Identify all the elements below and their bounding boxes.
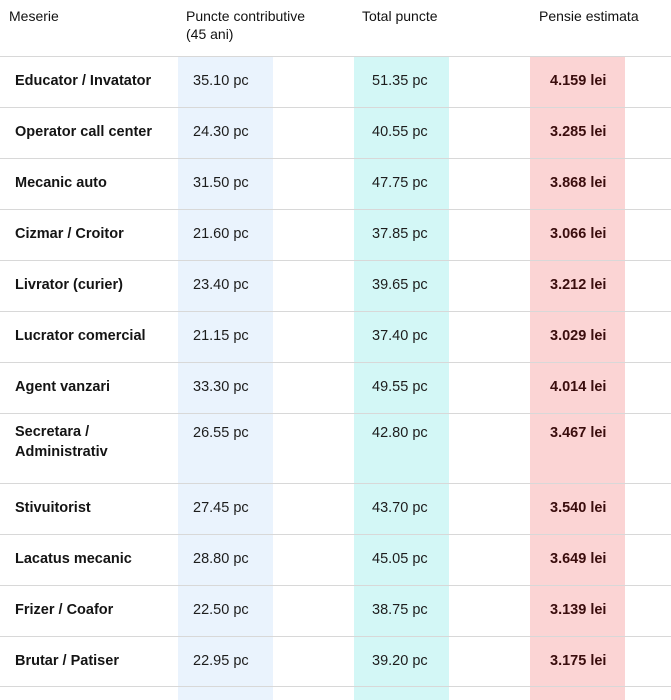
cell-pensie: 3.467 lei bbox=[550, 425, 607, 441]
cell-total: 40.55 pc bbox=[372, 124, 428, 140]
cell-meserie: Educator / Invatator bbox=[15, 73, 152, 89]
table-header bbox=[0, 0, 671, 56]
cell-total: 39.65 pc bbox=[372, 277, 428, 293]
header-total: Total puncte bbox=[362, 8, 438, 24]
cell-puncte: 33.30 pc bbox=[193, 379, 249, 395]
cell-puncte: 21.60 pc bbox=[193, 226, 249, 242]
cell-pensie: 3.212 lei bbox=[550, 277, 607, 293]
cell-meserie: Stivuitorist bbox=[15, 500, 91, 516]
header-puncte-line1: Puncte contributive bbox=[186, 8, 306, 24]
table-row bbox=[0, 260, 671, 311]
cell-pensie: 3.139 lei bbox=[550, 602, 607, 618]
cell-puncte: 28.80 pc bbox=[193, 551, 249, 567]
cell-pensie: 4.014 lei bbox=[550, 379, 607, 395]
cell-total: 38.75 pc bbox=[372, 602, 428, 618]
cell-meserie: Agent vanzari bbox=[15, 379, 111, 395]
cell-meserie-line2: Administrativ bbox=[15, 444, 108, 460]
header-puncte bbox=[186, 7, 346, 43]
cell-pensie: 3.029 lei bbox=[550, 328, 607, 344]
cell-puncte: 27.45 pc bbox=[193, 500, 249, 516]
cell-total: 43.70 pc bbox=[372, 500, 428, 516]
cell-meserie: Frizer / Coafor bbox=[15, 602, 114, 618]
cell-meserie: Lucrator comercial bbox=[15, 328, 146, 344]
cell-puncte: 31.50 pc bbox=[193, 175, 249, 191]
cell-pensie: 3.175 lei bbox=[550, 653, 607, 669]
table-row bbox=[0, 636, 671, 687]
cell-meserie: Lacatus mecanic bbox=[15, 551, 132, 567]
cell-puncte: 26.55 pc bbox=[193, 425, 249, 441]
cell-total: 37.40 pc bbox=[372, 328, 428, 344]
table-row bbox=[0, 209, 671, 260]
cell-pensie: 3.868 lei bbox=[550, 175, 607, 191]
table-row bbox=[0, 534, 671, 585]
cell-meserie: Operator call center bbox=[15, 124, 152, 140]
cell-total: 45.05 pc bbox=[372, 551, 428, 567]
cell-pensie: 3.649 lei bbox=[550, 551, 607, 567]
cell-total: 42.80 pc bbox=[372, 425, 428, 441]
cell-total: 39.20 pc bbox=[372, 653, 428, 669]
table-row bbox=[0, 585, 671, 636]
table-row bbox=[0, 483, 671, 534]
table-row bbox=[0, 56, 671, 107]
table-row bbox=[0, 311, 671, 362]
cell-meserie: Livrator (curier) bbox=[15, 277, 123, 293]
cell-meserie: Mecanic auto bbox=[15, 175, 107, 191]
cell-puncte: 22.50 pc bbox=[193, 602, 249, 618]
cell-meserie-line1: Secretara / bbox=[15, 424, 90, 440]
table-row bbox=[0, 362, 671, 413]
cell-total: 49.55 pc bbox=[372, 379, 428, 395]
header-meserie: Meserie bbox=[9, 8, 59, 24]
cell-meserie: Cizmar / Croitor bbox=[15, 226, 124, 242]
cell-puncte: 21.15 pc bbox=[193, 328, 249, 344]
header-pensie: Pensie estimata bbox=[539, 8, 639, 24]
cell-total: 37.85 pc bbox=[372, 226, 428, 242]
cell-puncte: 24.30 pc bbox=[193, 124, 249, 140]
cell-puncte: 35.10 pc bbox=[193, 73, 249, 89]
cell-pensie: 3.285 lei bbox=[550, 124, 607, 140]
cell-pensie: 3.066 lei bbox=[550, 226, 607, 242]
table-body bbox=[0, 56, 671, 687]
table-row bbox=[0, 158, 671, 209]
cell-puncte: 23.40 pc bbox=[193, 277, 249, 293]
table-row bbox=[0, 107, 671, 158]
cell-pensie: 3.540 lei bbox=[550, 500, 607, 516]
cell-meserie bbox=[15, 422, 175, 462]
cell-meserie: Brutar / Patiser bbox=[15, 653, 119, 669]
cell-total: 47.75 pc bbox=[372, 175, 428, 191]
cell-puncte: 22.95 pc bbox=[193, 653, 249, 669]
header-puncte-line2: (45 ani) bbox=[186, 26, 234, 42]
cell-total: 51.35 pc bbox=[372, 73, 428, 89]
table-row bbox=[0, 413, 671, 483]
cell-pensie: 4.159 lei bbox=[550, 73, 607, 89]
